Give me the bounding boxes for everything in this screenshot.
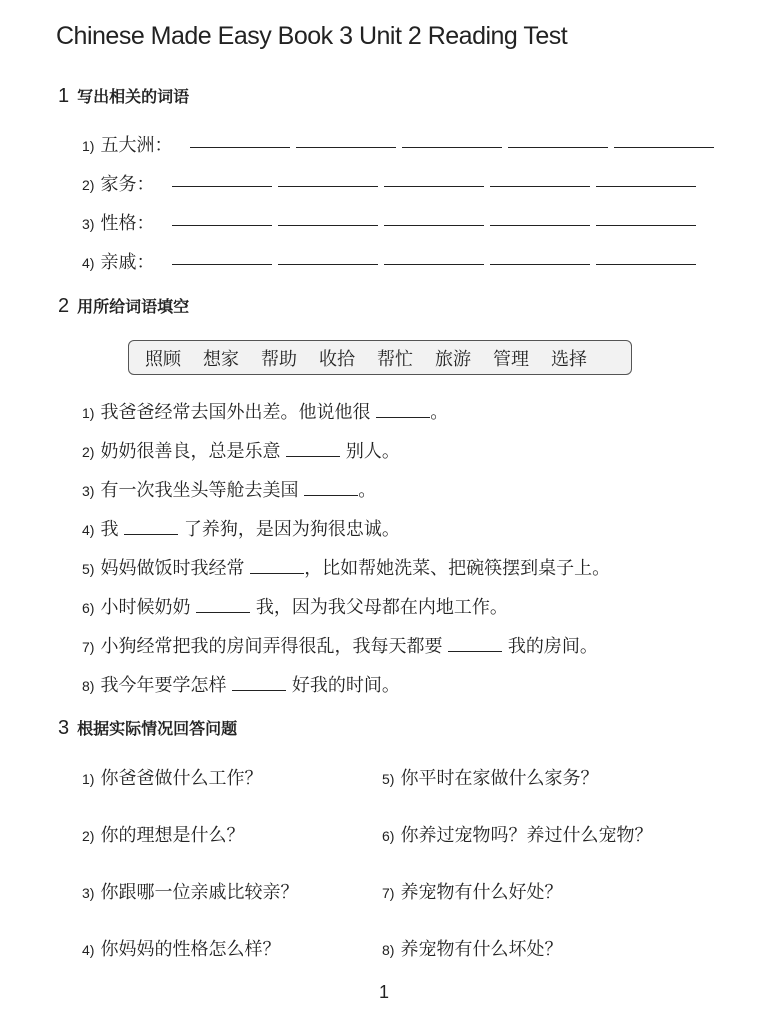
- question-text: 养宠物有什么好处？: [400, 882, 563, 903]
- fill-blank[interactable]: [448, 637, 502, 652]
- s1-item-3: [82, 209, 154, 235]
- answer-blank[interactable]: [596, 250, 696, 265]
- section-number: 1: [58, 85, 70, 107]
- item-number: 8): [82, 678, 95, 694]
- answer-blank[interactable]: [172, 211, 272, 226]
- fill-blank[interactable]: [250, 559, 304, 574]
- question-text: 你跟哪一位亲戚比较亲？: [100, 882, 299, 903]
- word-bank: [128, 340, 632, 375]
- sentence-part: 我，因为我父母都在内地工作。: [250, 597, 508, 618]
- question-text: 你妈妈的性格怎么样？: [100, 939, 281, 960]
- s2-sentence-6: [82, 593, 508, 619]
- s2-sentence-1: [82, 398, 448, 424]
- answer-blank[interactable]: [490, 211, 590, 226]
- answer-blank[interactable]: [490, 250, 590, 265]
- fill-blank[interactable]: [286, 442, 340, 457]
- sentence-part: 小狗经常把我的房间弄得很乱，我每天都要: [100, 636, 449, 657]
- item-number: 2): [82, 177, 95, 193]
- sentence-part: ，比如帮她洗菜、把碗筷摆到桌子上。: [304, 558, 611, 579]
- answer-blank[interactable]: [278, 172, 378, 187]
- question-4: [82, 935, 280, 961]
- s2-sentence-4: [82, 515, 400, 541]
- item-number: 7): [382, 885, 395, 901]
- question-text: 你的理想是什么？: [100, 825, 245, 846]
- s1-item-4: [82, 248, 154, 274]
- item-number: 7): [82, 639, 95, 655]
- answer-blank[interactable]: [172, 172, 272, 187]
- item-number: 2): [82, 444, 95, 460]
- item-number: 3): [82, 483, 95, 499]
- item-number: 6): [382, 828, 395, 844]
- section-title: 写出相关的词语: [77, 87, 190, 106]
- sentence-part: 小时候奶奶: [100, 597, 197, 618]
- word-bank-item: 旅游: [435, 348, 471, 370]
- question-text: 你爸爸做什么工作？: [100, 768, 263, 789]
- section-title: 根据实际情况回答问题: [77, 719, 238, 738]
- answer-blank[interactable]: [614, 133, 714, 148]
- item-number: 5): [382, 771, 395, 787]
- page-number: 1: [378, 982, 389, 1002]
- item-number: 1): [82, 771, 95, 787]
- word-bank-item: 管理: [493, 348, 529, 370]
- section-number: 3: [58, 717, 70, 739]
- s1-item-2-blanks: [172, 172, 702, 191]
- fill-blank[interactable]: [196, 598, 250, 613]
- answer-blank[interactable]: [384, 172, 484, 187]
- answer-blank[interactable]: [296, 133, 396, 148]
- item-label: 性格：: [100, 213, 155, 234]
- fill-blank[interactable]: [304, 481, 358, 496]
- answer-blank[interactable]: [402, 133, 502, 148]
- section-3-heading: [58, 716, 237, 740]
- section-2-heading: [58, 294, 189, 318]
- sentence-part: 我的房间。: [502, 636, 598, 657]
- sentence-part: 有一次我坐头等舱去美国: [100, 480, 305, 501]
- s1-item-3-blanks: [172, 211, 702, 230]
- question-1: [82, 764, 262, 790]
- question-2: [82, 821, 244, 847]
- s2-sentence-3: [82, 476, 376, 502]
- sentence-part: 我爸爸经常去国外出差。他说他很: [100, 402, 377, 423]
- item-number: 8): [382, 942, 395, 958]
- sentence-part: 妈妈做饭时我经常: [100, 558, 251, 579]
- s1-item-1-blanks: [190, 133, 720, 152]
- item-label: 亲戚：: [100, 252, 155, 273]
- section-title: 用所给词语填空: [77, 297, 190, 316]
- item-number: 5): [82, 561, 95, 577]
- page-title: Chinese Made Easy Book 3 Unit 2 Reading Test: [56, 22, 568, 50]
- answer-blank[interactable]: [508, 133, 608, 148]
- answer-blank[interactable]: [190, 133, 290, 148]
- item-label: 五大洲：: [100, 135, 173, 156]
- question-text: 你养过宠物吗？养过什么宠物？: [400, 825, 653, 846]
- item-number: 4): [82, 942, 95, 958]
- item-number: 4): [82, 255, 95, 271]
- s1-item-2: [82, 170, 154, 196]
- word-bank-item: 选择: [551, 348, 587, 370]
- answer-blank[interactable]: [384, 250, 484, 265]
- question-3: [82, 878, 298, 904]
- answer-blank[interactable]: [172, 250, 272, 265]
- answer-blank[interactable]: [490, 172, 590, 187]
- fill-blank[interactable]: [232, 676, 286, 691]
- question-text: 养宠物有什么坏处？: [400, 939, 563, 960]
- item-number: 3): [82, 216, 95, 232]
- sentence-part: 好我的时间。: [286, 675, 400, 696]
- question-5: [382, 764, 598, 790]
- question-8: [382, 935, 562, 961]
- question-text: 你平时在家做什么家务？: [400, 768, 599, 789]
- answer-blank[interactable]: [278, 250, 378, 265]
- sentence-part: 了养狗，是因为狗很忠诚。: [178, 519, 400, 540]
- word-bank-item: 帮忙: [377, 348, 413, 370]
- s1-item-4-blanks: [172, 250, 702, 269]
- sentence-part: 奶奶很善良，总是乐意: [100, 441, 287, 462]
- question-6: [382, 821, 652, 847]
- sentence-part: 别人。: [340, 441, 400, 462]
- sentence-part: 我今年要学怎样: [100, 675, 233, 696]
- s2-sentence-5: [82, 554, 610, 580]
- s2-sentence-2: [82, 437, 400, 463]
- word-bank-item: 想家: [203, 348, 239, 370]
- section-1-heading: [58, 84, 189, 108]
- fill-blank[interactable]: [124, 520, 178, 535]
- word-bank-item: 帮助: [261, 348, 297, 370]
- sentence-part: 。: [358, 480, 377, 501]
- item-number: 1): [82, 405, 95, 421]
- word-bank-item: 照顾: [145, 348, 181, 370]
- section-number: 2: [58, 295, 70, 317]
- answer-blank[interactable]: [596, 172, 696, 187]
- item-number: 1): [82, 138, 95, 154]
- item-number: 3): [82, 885, 95, 901]
- sentence-part: 。: [430, 402, 449, 423]
- s1-item-1: [82, 131, 172, 157]
- answer-blank[interactable]: [278, 211, 378, 226]
- item-number: 2): [82, 828, 95, 844]
- answer-blank[interactable]: [596, 211, 696, 226]
- s2-sentence-8: [82, 671, 400, 697]
- s2-sentence-7: [82, 632, 598, 658]
- item-label: 家务：: [100, 174, 155, 195]
- item-number: 6): [82, 600, 95, 616]
- item-number: 4): [82, 522, 95, 538]
- word-bank-item: 收拾: [319, 348, 355, 370]
- answer-blank[interactable]: [384, 211, 484, 226]
- sentence-part: 我: [100, 519, 125, 540]
- question-7: [382, 878, 562, 904]
- fill-blank[interactable]: [376, 403, 430, 418]
